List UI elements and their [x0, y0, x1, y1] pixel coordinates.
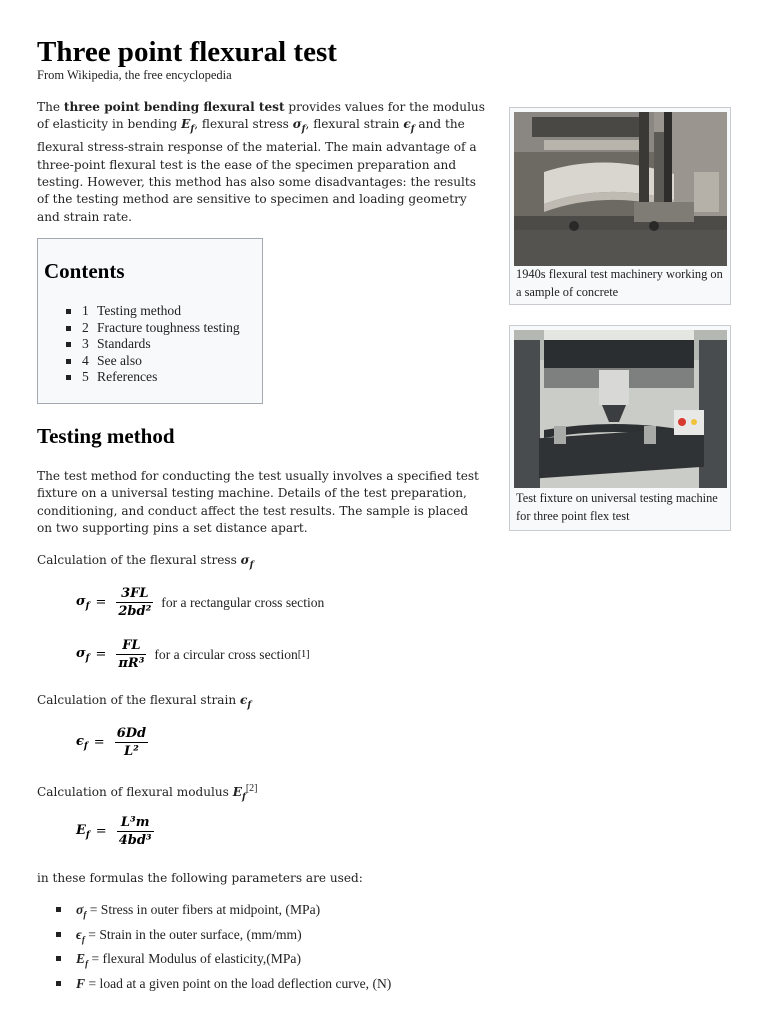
formula-stress-rectangular: $\sigma_f$ = $\frac{3FL}{\text{2bd²}}$ for a rectangular cross section: [76, 586, 325, 619]
intro-text: provides values for the modulus of elasticity in bending: [37, 100, 485, 132]
formula-stress-circular: $\sigma_f$ = $\frac{FL}{\text{πR³}}$ for a circular cross section [1]: [76, 638, 310, 671]
parameters-list: [56, 900, 391, 993]
stress-calc-label: Calculation of the flexural stress $\sigma_f$: [37, 553, 254, 571]
intro-text: and the flexural stress-strain response of the material. The main advantage of a three-point flexural test is the ease of the specimen preparation and testing. However, this method has also some disadvantages: the results of the testing method are sensitive to specimen and loading geometry and strain rate.: [37, 117, 477, 224]
stress-symbol: $\sigma_f$: [292, 117, 306, 135]
toc-item-standards[interactable]: 3 Standards: [66, 336, 240, 353]
instron-test-photo[interactable]: [514, 330, 727, 488]
intro-text: The: [37, 100, 64, 114]
reference-link[interactable]: [1]: [297, 649, 310, 660]
formula-modulus: $E_f$ = $\frac{\text{L³m}}{\text{4bd³}}$: [76, 815, 152, 848]
page-title: Three point flexural test: [37, 36, 337, 68]
modulus-symbol: $E_f$: [181, 117, 195, 135]
strain-symbol: $\epsilon_f$: [403, 117, 415, 135]
figure-caption: 1940s flexural test machinery working on a sample of concrete: [516, 267, 723, 299]
modulus-calc-label: Calculation of flexural modulus $E_f[2]$: [37, 783, 258, 803]
formula-desc: for a rectangular cross section: [161, 594, 325, 610]
toc-title: Contents: [44, 259, 125, 283]
figure-concrete-machine: [509, 107, 731, 305]
list-item: $E_f$ = flexural Modulus of elasticity,(MPa): [56, 949, 391, 974]
list-item: F = load at a given point on the load deflection curve, (N): [56, 974, 391, 993]
strain-calc-label: Calculation of the flexural strain $\epsilon_f$: [37, 693, 252, 711]
intro-bold-term: three point bending flexural test: [63, 100, 285, 114]
tagline: From Wikipedia, the free encyclopedia: [37, 68, 232, 82]
testing-paragraph: The test method for conducting the test usually involves a specified test fixture on a universal testing machine. Details of the test preparation, conditioning, and conduct affect the test results. The sample is placed on two supporting pins a set distance apart.: [37, 469, 479, 536]
figure-instron-machine: [509, 325, 731, 531]
toc-item-fracture-toughness[interactable]: 2 Fracture toughness testing: [66, 320, 240, 337]
formula-desc: for a circular cross section: [154, 646, 298, 662]
intro-paragraph: [37, 99, 487, 226]
intro-text: , flexural strain: [305, 117, 404, 132]
intro-text: , flexural stress: [194, 117, 293, 132]
toc-item-testing-method[interactable]: 1 Testing method: [66, 303, 240, 320]
reference-link[interactable]: [2]: [245, 783, 258, 794]
params-intro: in these formulas the following parameters are used:: [37, 871, 363, 885]
concrete-test-photo[interactable]: [514, 112, 727, 266]
list-item: $\epsilon_f$ = Strain in the outer surface, (mm/mm): [56, 925, 391, 950]
figure-caption: Test fixture on universal testing machine for three point flex test: [516, 491, 718, 523]
toc-list: [66, 303, 240, 386]
list-item: $\sigma_f$ = Stress in outer fibers at midpoint, (MPa): [56, 900, 391, 925]
section-heading-testing-method: Testing method: [37, 424, 175, 448]
toc-item-references[interactable]: 5 References: [66, 369, 240, 386]
table-of-contents: [37, 238, 263, 404]
toc-item-see-also[interactable]: 4 See also: [66, 353, 240, 370]
formula-strain: $\epsilon_f$ = $\frac{6Dd}{\text{L²}}$: [76, 726, 147, 759]
